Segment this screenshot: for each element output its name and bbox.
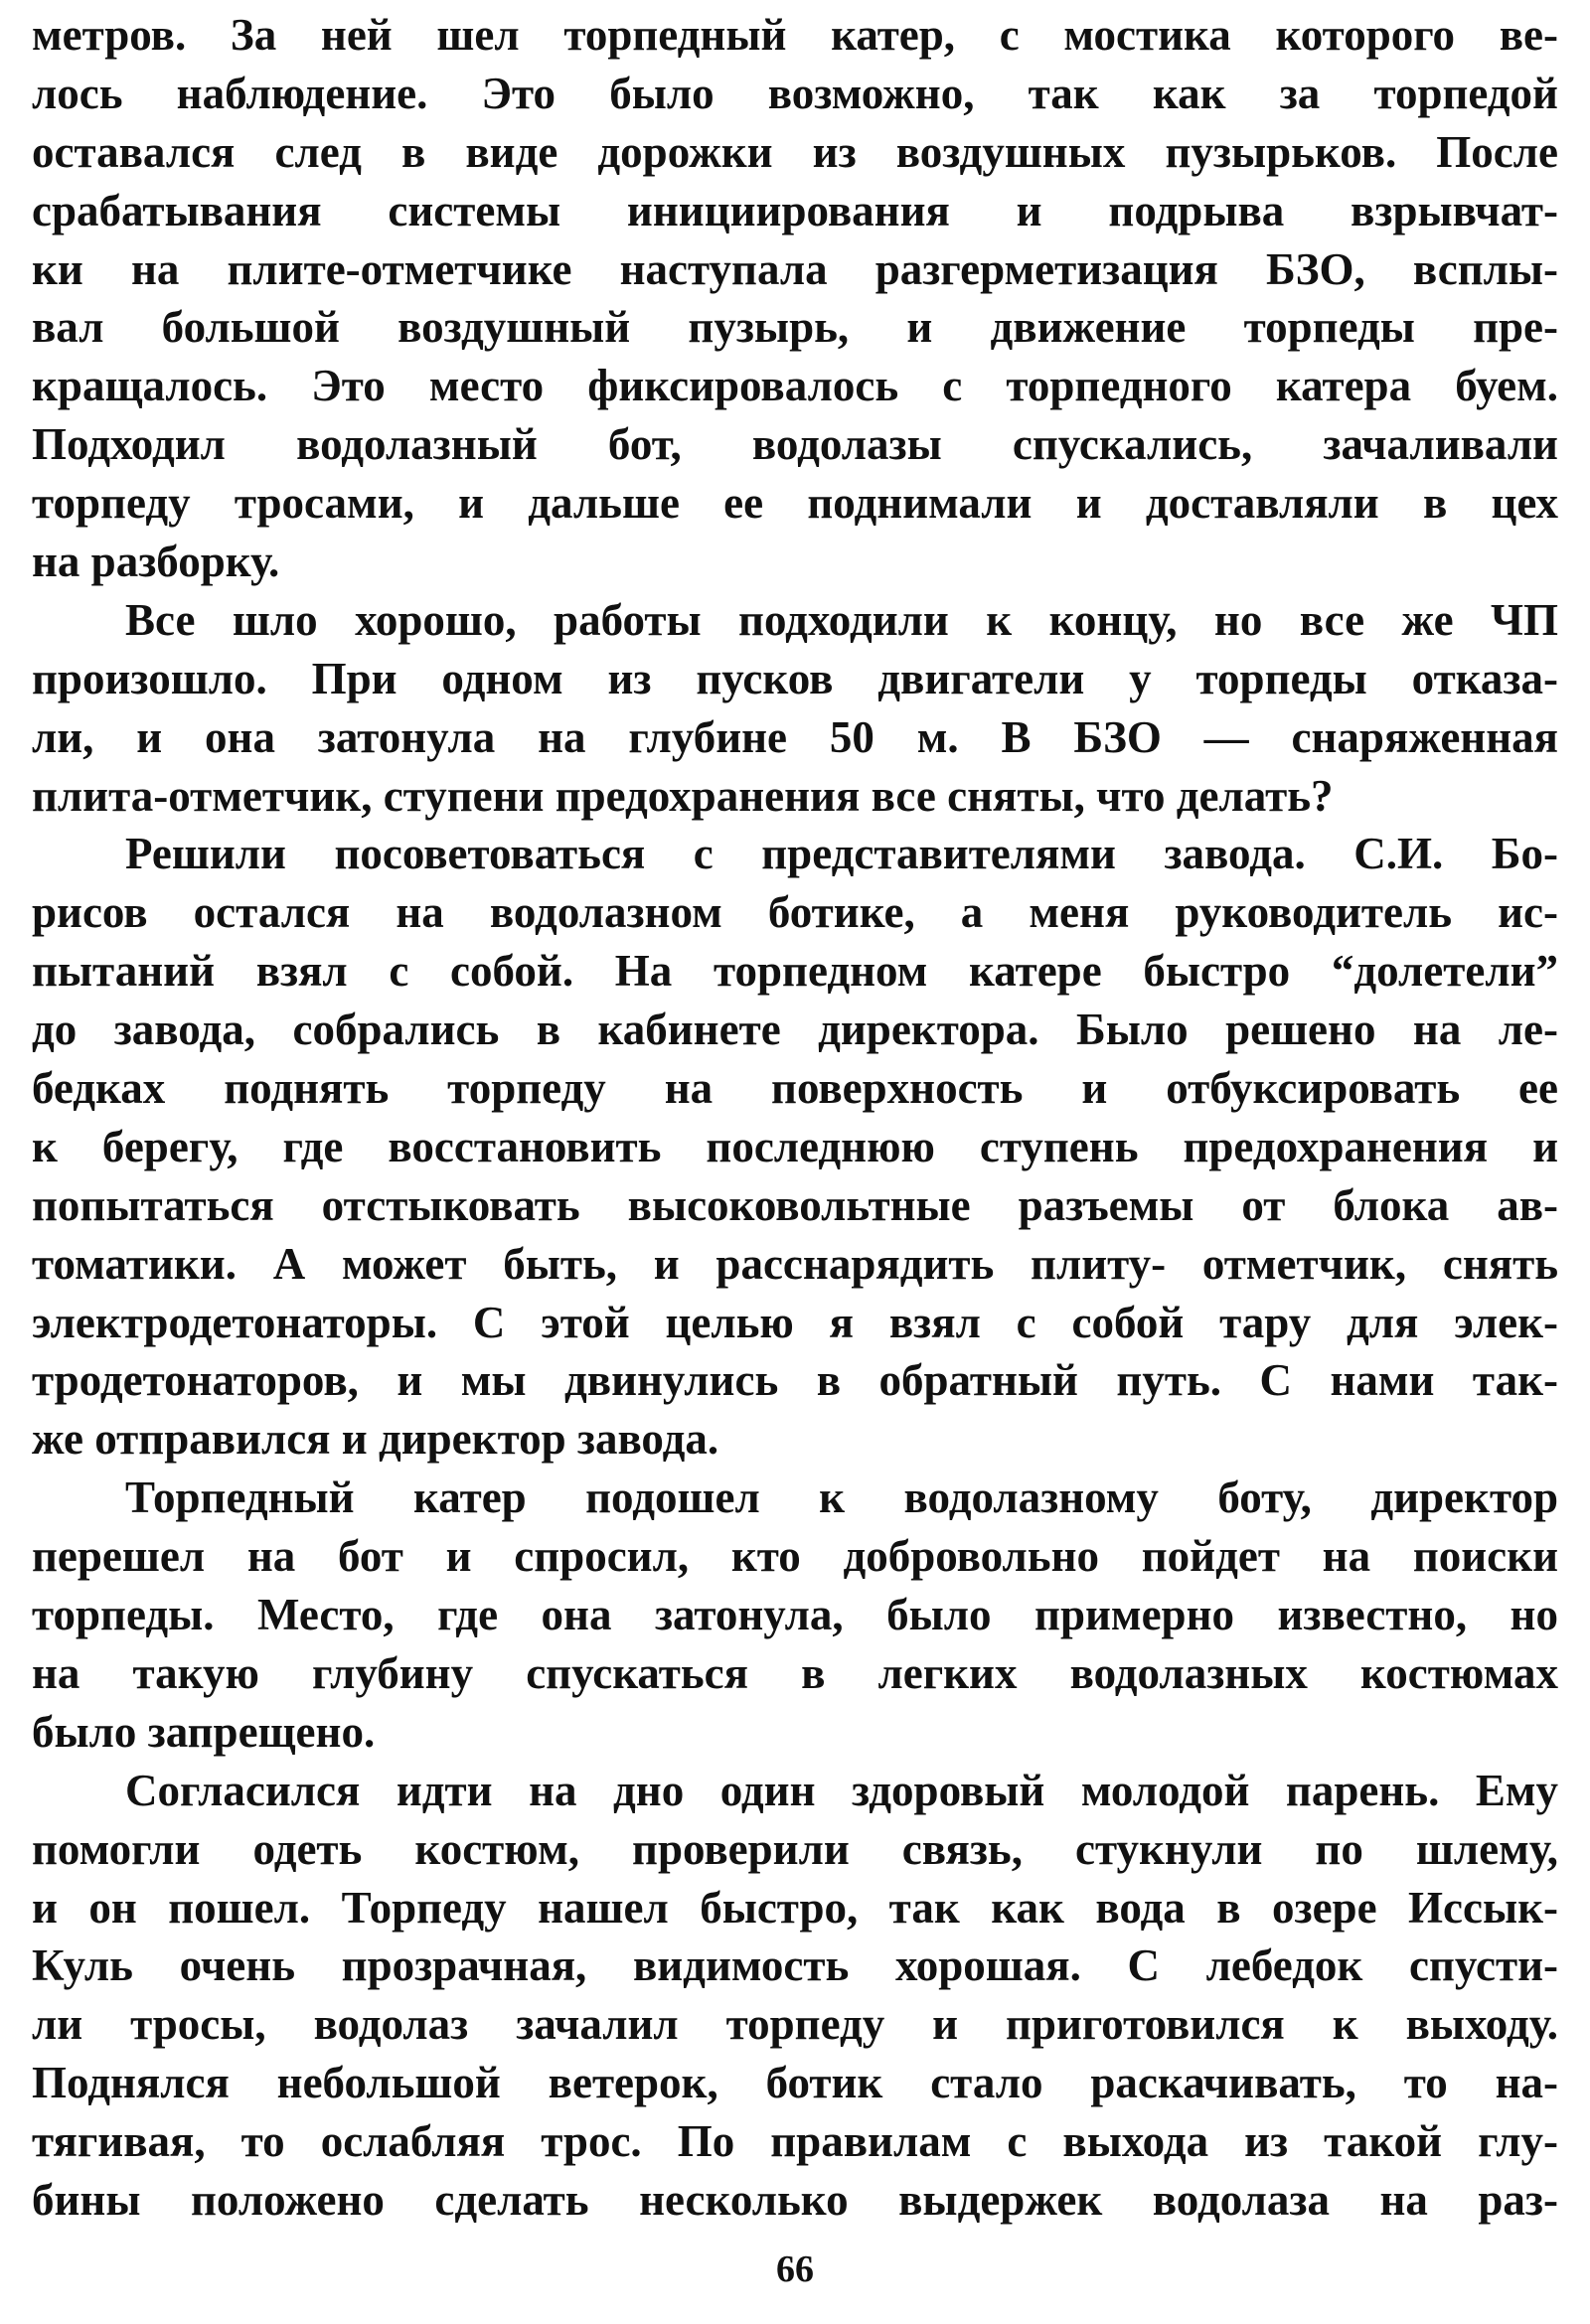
text-line: электродетонаторы. С этой целью я взял с собой тару для элек-: [32, 1297, 1558, 1347]
text-line: помогли одеть костюм, проверили связь, стукнули по шлему,: [32, 1823, 1558, 1874]
text-line: Согласился идти на дно один здоровый молодой парень. Ему: [125, 1765, 1558, 1815]
text-line: тродетонаторов, и мы двинулись в обратный путь. С нами так-: [32, 1355, 1558, 1406]
text-line: оставался след в виде дорожки из воздушных пузырьков. После: [32, 126, 1558, 177]
text-line: пытаний взял с собой. На торпедном катере быстро “долетели”: [32, 946, 1558, 997]
text-line: торпеду тросами, и дальше ее поднимали и доставляли в цех: [32, 478, 1558, 529]
text-line: было запрещено.: [32, 1706, 376, 1757]
text-line: ки на плите-отметчике наступала разгерметизация БЗО, всплы-: [32, 243, 1558, 294]
text-line: на разборку.: [32, 537, 280, 587]
text-line: произошло. При одном из пусков двигатели у торпеды отказа-: [32, 653, 1558, 703]
page-number: 66: [776, 2248, 814, 2290]
text-line: попытаться отстыковать высоковольтные разъемы от блока ав-: [32, 1179, 1558, 1230]
text-line: вал большой воздушный пузырь, и движение торпеды пре-: [32, 302, 1558, 353]
text-line: томатики. А может быть, и расснарядить плиту- отметчик, снять: [32, 1238, 1558, 1289]
text-line: до завода, собрались в кабинете директора. Было решено на ле-: [32, 1005, 1558, 1055]
text-line: тягивая, то ослабляя трос. По правилам с выхода из такой глу-: [32, 2116, 1558, 2167]
text-line: Все шло хорошо, работы подходили к концу, но все же ЧП: [125, 594, 1558, 645]
text-line: метров. За ней шел торпедный катер, с мостика которого ве-: [32, 10, 1558, 60]
text-line: же отправился и директор завода.: [32, 1414, 719, 1465]
text-line: к берегу, где восстановить последнюю ступень предохранения и: [32, 1121, 1558, 1171]
text-line: перешел на бот и спросил, кто добровольно пойдет на поиски: [32, 1531, 1558, 1582]
text-line: Поднялся небольшой ветерок, ботик стало раскачивать, то на-: [32, 2058, 1558, 2108]
text-line: бины положено сделать несколько выдержек водолаза на раз-: [32, 2174, 1558, 2225]
text-line: лось наблюдение. Это было возможно, так как за торпедой: [32, 68, 1558, 118]
text-line: ли тросы, водолаз зачалил торпеду и приготовился к выходу.: [32, 1999, 1558, 2050]
text-line: Подходил водолазный бот, водолазы спускались, зачаливали: [32, 419, 1558, 470]
text-line: рисов остался на водолазном ботике, а меня руководитель ис-: [32, 887, 1558, 938]
text-line: на такую глубину спускаться в легких водолазных костюмах: [32, 1647, 1558, 1698]
text-line: Торпедный катер подошел к водолазному боту, директор: [125, 1472, 1558, 1523]
text-line: ли, и она затонула на глубине 50 м. В БЗО — снаряженная: [32, 711, 1558, 762]
text-line: торпеды. Место, где она затонула, было примерно известно, но: [32, 1590, 1558, 1640]
text-line: плита-отметчик, ступени предохранения все сняты, что делать?: [32, 770, 1334, 821]
text-line: Куль очень прозрачная, видимость хорошая. С лебедок спусти-: [32, 1940, 1558, 1991]
text-line: бедках поднять торпеду на поверхность и отбуксировать ее: [32, 1063, 1558, 1114]
text-line: Решили посоветоваться с представителями завода. С.И. Бо-: [125, 829, 1558, 879]
text-line: срабатывания системы инициирования и подрыва взрывчат-: [32, 185, 1558, 235]
body-text: [32, 6, 1558, 2230]
text-line: кращалось. Это место фиксировалось с торпедного катера буем.: [32, 361, 1558, 411]
text-line: и он пошел. Торпеду нашел быстро, так как вода в озере Иссык-: [32, 1882, 1558, 1933]
